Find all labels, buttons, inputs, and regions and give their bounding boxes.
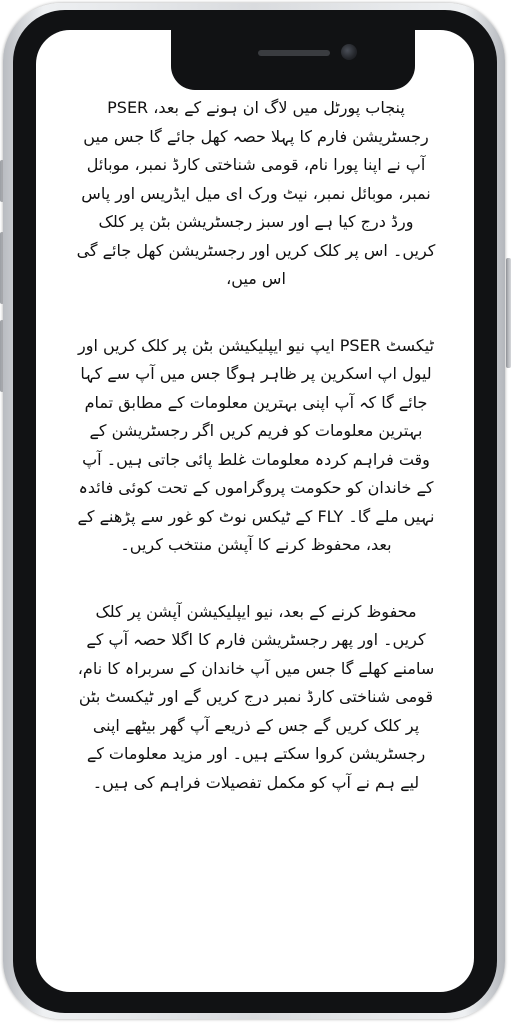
paragraph-save-and-continue: محفوظ کرنے کے بعد، نیو ایپلیکیشن آپشن پر کلک کریں۔ اور پھر رجسٹریشن فارم کا اگلا حصہ آپ کے سامنے کھلے گا جس میں آپ خاندان کے سربراہ کا نام، قومی شناختی کارڈ نمبر درج کریں گے اور ٹیکسٹ بٹن پر کلک کریں گے جس کے ذریعے آپ گھر بیٹھے اپنی رجسٹریشن کروا سکتے ہیں۔ اور مزید معلومات کے لیے ہم نے آپ کو مکمل تفصیلات فراہم کی ہیں۔ xyxy=(77,601,435,792)
power-button xyxy=(506,258,511,368)
speaker-icon xyxy=(258,50,330,56)
phone-screen[interactable] xyxy=(36,30,474,992)
paragraph-new-application: ٹیکسٹ PSER ایپ نیو ایپلیکیشن بٹن پر کلک کریں اور لیول اپ اسکرین پر ظاہر ہوگا جس میں آپ سے کہا جائے گا کہ آپ اپنی بہترین معلومات کے مطابق تمام بہترین معلومات کو فریم کریں اگر رجسٹریشن کے وقت فراہم کردہ معلومات غلط پائی جاتی ہیں۔ آپ کے خاندان کو حکومت پروگراموں کے تحت کوئی فائدہ نہیں ملے گا۔ FLY کے ٹیکس نوٹ کو غور سے پڑھنے کے بعد، محفوظ کرنے کا آپشن منتخب کریں۔ xyxy=(77,335,435,554)
article-body xyxy=(76,94,436,797)
paragraph-registration-intro: پنجاب پورٹل میں لاگ ان ہونے کے بعد، PSER رجسٹریشن فارم کا پہلا حصہ کھل جائے گا جس میں آپ نے اپنا پورا نام، قومی شناختی کارڈ نمبر، موبائل نمبر، موبائل نمبر، نیٹ ورک ای میل ایڈریس اور پاس ورڈ درج کیا ہے اور سبز رجسٹریشن بٹن پر کلک کریں۔ اس پر کلک کریں اور رجسٹریشن کھل جائے گی اس میں، xyxy=(76,98,436,288)
camera-icon xyxy=(341,44,357,60)
notch xyxy=(171,30,415,90)
